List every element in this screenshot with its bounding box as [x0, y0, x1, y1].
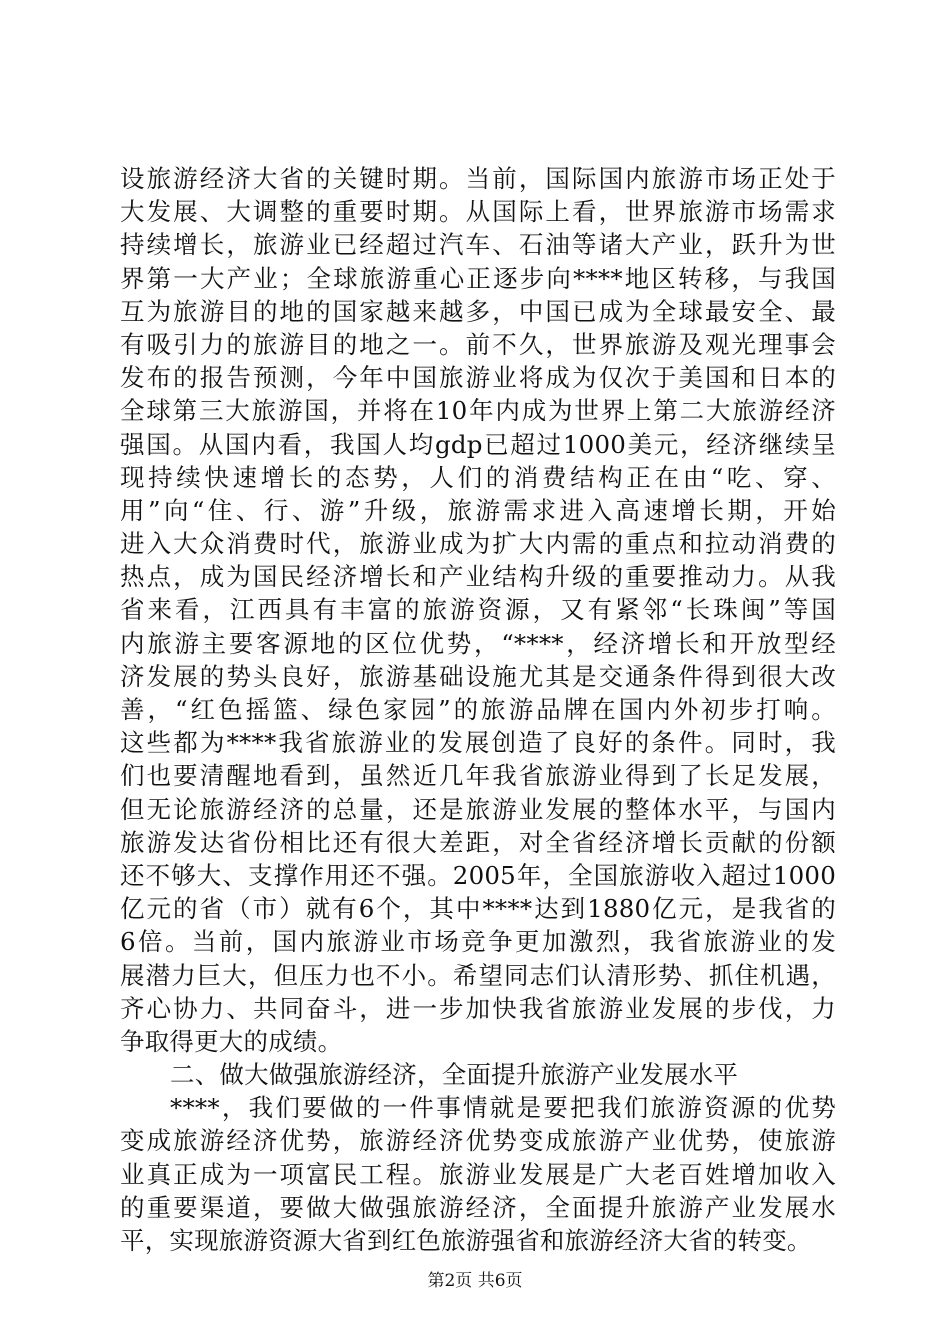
para2-line: ****，我们要做的一件事情就是要把我们旅游资源的优势: [170, 1093, 836, 1123]
body-line: 这些都为****我省旅游业的发展创造了良好的条件。同时，我: [120, 728, 836, 758]
body-line: 界第一大产业；全球旅游重心正逐步向****地区转移，与我国: [120, 263, 836, 293]
para2-line: 的重要渠道，要做大做强旅游经济，全面提升旅游产业发展水: [120, 1192, 836, 1222]
page-number-footer: 第2页 共6页: [427, 1271, 523, 1291]
body-line: 热点，成为国民经济增长和产业结构升级的重要推动力。从我: [120, 562, 836, 592]
body-line: 现持续快速增长的态势，人们的消费结构正在由“吃、穿、: [120, 462, 836, 492]
body-line: 还不够大、支撑作用还不强。2005年，全国旅游收入超过1000: [120, 860, 836, 890]
body-line: 发布的报告预测，今年中国旅游业将成为仅次于美国和日本的: [120, 363, 836, 393]
body-line: 6倍。当前，国内旅游业市场竞争更加激烈，我省旅游业的发: [120, 927, 836, 957]
body-line: 持续增长，旅游业已经超过汽车、石油等诸大产业，跃升为世: [120, 230, 836, 260]
document-body: [120, 162, 836, 1257]
para2-line: 变成旅游经济优势，旅游经济优势变成旅游产业优势，使旅游: [120, 1126, 836, 1156]
body-line: 们也要清醒地看到，虽然近几年我省旅游业得到了长足发展，: [120, 761, 836, 791]
body-line: 全球第三大旅游国，并将在10年内成为世界上第二大旅游经济: [120, 396, 836, 426]
body-line: 强国。从国内看，我国人均gdp已超过1000美元，经济继续呈: [120, 429, 836, 459]
body-line: 争取得更大的成绩。: [120, 1026, 343, 1056]
body-line: 齐心协力、共同奋斗，进一步加快我省旅游业发展的步伐，力: [120, 993, 836, 1023]
body-line: 展潜力巨大，但压力也不小。希望同志们认清形势、抓住机遇，: [120, 960, 836, 990]
body-line: 但无论旅游经济的总量，还是旅游业发展的整体水平，与国内: [120, 794, 836, 824]
body-line: 善，“红色摇篮、绿色家园”的旅游品牌在国内外初步打响。: [120, 695, 836, 724]
body-line: 省来看，江西具有丰富的旅游资源，又有紧邻“长珠闽”等国: [120, 595, 836, 625]
body-line: 进入大众消费时代，旅游业成为扩大内需的重点和拉动消费的: [120, 529, 836, 559]
body-line: 亿元的省（市）就有6个，其中****达到1880亿元，是我省的: [120, 894, 836, 924]
body-line: 旅游发达省份相比还有很大差距，对全省经济增长贡献的份额: [120, 827, 836, 857]
body-line: 互为旅游目的地的国家越来越多，中国已成为全球最安全、最: [120, 296, 836, 326]
body-line: 大发展、大调整的重要时期。从国际上看，世界旅游市场需求: [120, 197, 836, 227]
para2-line: 平，实现旅游资源大省到红色旅游强省和旅游经济大省的转变。: [120, 1226, 812, 1255]
para2-line: 业真正成为一项富民工程。旅游业发展是广大老百姓增加收入: [120, 1159, 836, 1189]
body-line: 用”向“住、行、游”升级，旅游需求进入高速增长期，开始: [120, 495, 836, 525]
body-line: 济发展的势头良好，旅游基础设施尤其是交通条件得到很大改: [120, 661, 836, 691]
body-line: 设旅游经济大省的关键时期。当前，国际国内旅游市场正处于: [120, 164, 836, 193]
body-line: 有吸引力的旅游目的地之一。前不久，世界旅游及观光理事会: [120, 329, 836, 359]
section-heading: 二、做大做强旅游经济，全面提升旅游产业发展水平: [170, 1060, 739, 1090]
body-line: 内旅游主要客源地的区位优势，“****，经济增长和开放型经: [120, 628, 836, 658]
